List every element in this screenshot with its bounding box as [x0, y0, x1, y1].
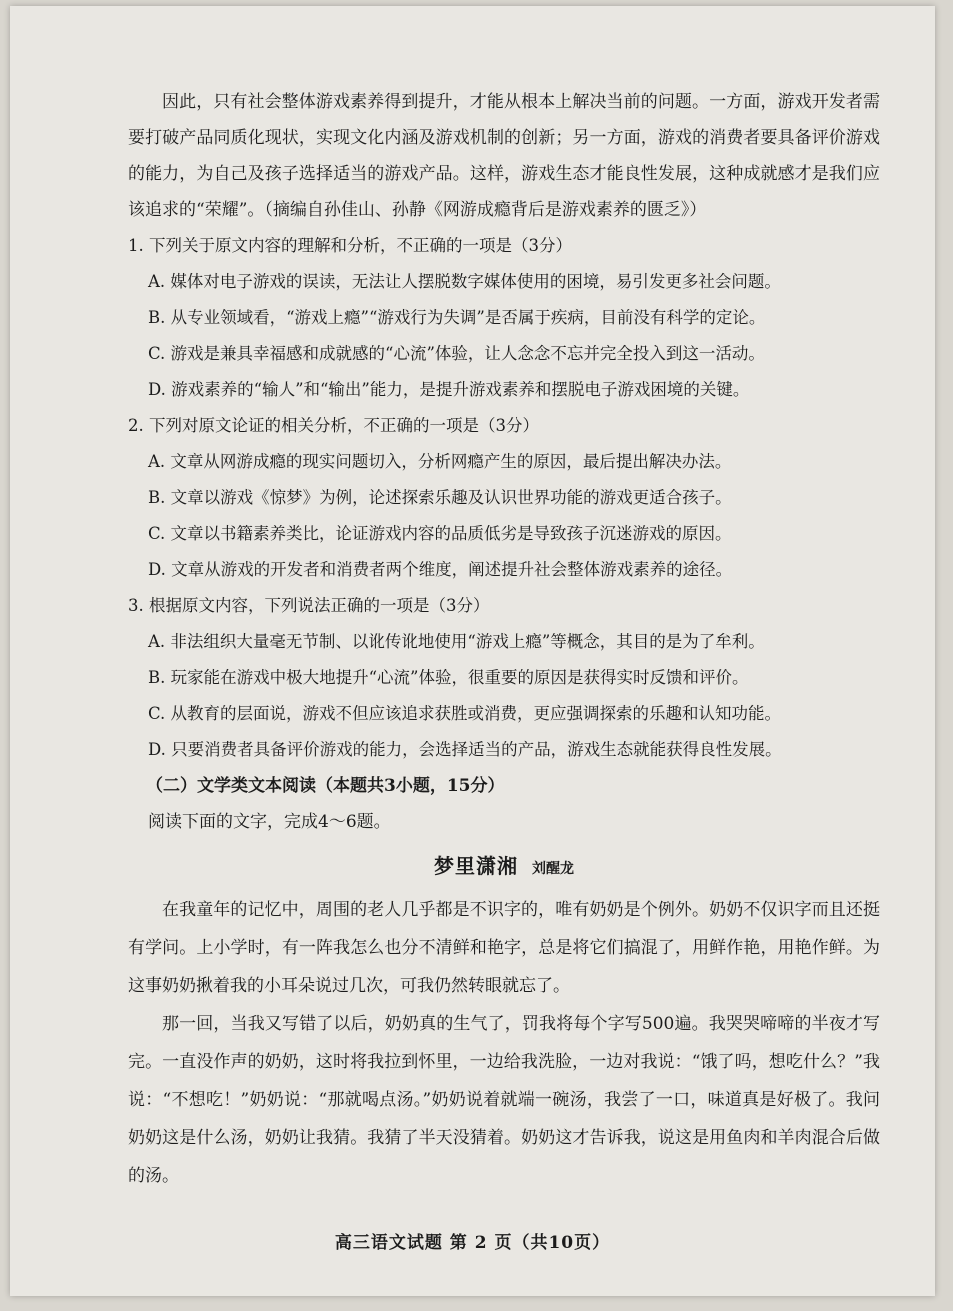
story-title: 梦里潇湘 [434, 854, 518, 878]
question-stem: 1. 下列关于原文内容的理解和分析，不正确的一项是（3分） [128, 236, 572, 255]
question-stem: 3. 根据原文内容，下列说法正确的一项是（3分） [128, 596, 490, 615]
option-b: B. 从专业领域看，“游戏上瘾”“游戏行为失调”是否属于疾病，目前没有科学的定论。 [148, 308, 766, 327]
question-3 [128, 588, 880, 768]
option-a: A. 非法组织大量毫无节制、以讹传讹地使用“游戏上瘾”等概念，其目的是为了牟利。 [148, 632, 765, 651]
section-heading: （二）文学类文本阅读（本题共3小题，15分） [146, 776, 505, 796]
reading-instruction: 阅读下面的文字，完成4～6题。 [148, 812, 391, 832]
option-a: A. 文章从网游成瘾的现实问题切入，分析网瘾产生的原因，最后提出解决办法。 [148, 452, 732, 471]
story-paragraph: 在我童年的记忆中，周围的老人几乎都是不识字的，唯有奶奶是个例外。奶奶不仅识字而且还挺有学问。上小学时，有一阵我怎么也分不清鲜和艳字，总是将它们搞混了，用鲜作艳，用艳作鲜。为这事奶奶揪着我的小耳朵说过几次，可我仍然转眼就忘了。 [128, 900, 880, 996]
story-author: 刘醒龙 [532, 861, 574, 877]
question-2 [128, 408, 880, 588]
option-c: C. 游戏是兼具幸福感和成就感的“心流”体验，让人念念不忘并完全投入到这一活动。 [148, 344, 765, 363]
page-content [128, 84, 880, 1195]
option-b: B. 文章以游戏《惊梦》为例，论述探索乐趣及认识世界功能的游戏更适合孩子。 [148, 488, 732, 507]
option-d: D. 文章从游戏的开发者和消费者两个维度，阐述提升社会整体游戏素养的途径。 [148, 560, 733, 579]
story-heading [128, 844, 880, 891]
option-d: D. 只要消费者具备评价游戏的能力，会选择适当的产品，游戏生态就能获得良性发展。 [148, 740, 782, 759]
story-paragraph: 那一回，当我又写错了以后，奶奶真的生气了，罚我将每个字写500遍。我哭哭啼啼的半夜才写完。一直没作声的奶奶，这时将我拉到怀里，一边给我洗脸，一边对我说：“饿了吗，想吃什么？”我说：“不想吃！”奶奶说：“那就喝点汤。”奶奶说着就端一碗汤，我尝了一口，味道真是好极了。我问奶奶这是什么汤，奶奶让我猜。我猜了半天没猜着。奶奶这才告诉我，说这是用鱼肉和羊肉混合后做的汤。 [128, 1014, 880, 1186]
question-stem: 2. 下列对原文论证的相关分析，不正确的一项是（3分） [128, 416, 539, 435]
source-note: （摘编自孙佳山、孙静《网游成瘾背后是游戏素养的匮乏》） [264, 200, 707, 220]
page-footer: 高三语文试题 第 2 页（共10页） [334, 1233, 611, 1253]
option-c: C. 从教育的层面说，游戏不但应该追求获胜或消费，更应强调探索的乐趣和认知功能。 [148, 704, 782, 723]
question-1 [128, 228, 880, 408]
option-b: B. 玩家能在游戏中极大地提升“心流”体验，很重要的原因是获得实时反馈和评价。 [148, 668, 749, 687]
option-c: C. 文章以书籍素养类比，论证游戏内容的品质低劣是导致孩子沉迷游戏的原因。 [148, 524, 732, 543]
option-a: A. 媒体对电子游戏的误读，无法让人摆脱数字媒体使用的困境，易引发更多社会问题。 [148, 272, 781, 291]
exam-page [10, 6, 935, 1296]
intro-paragraph [128, 84, 880, 228]
option-d: D. 游戏素养的“输人”和“输出”能力，是提升游戏素养和摆脱电子游戏困境的关键。 [148, 380, 750, 399]
intro-text: 因此，只有社会整体游戏素养得到提升，才能从根本上解决当前的问题。一方面，游戏开发者需要打破产品同质化现状，实现文化内涵及游戏机制的创新；另一方面，游戏的消费者要具备评价游戏的能力，为自己及孩子选择适当的游戏产品。这样，游戏生态才能良性发展，这种成就感才是我们应该追求的“荣耀”。 [128, 92, 880, 220]
